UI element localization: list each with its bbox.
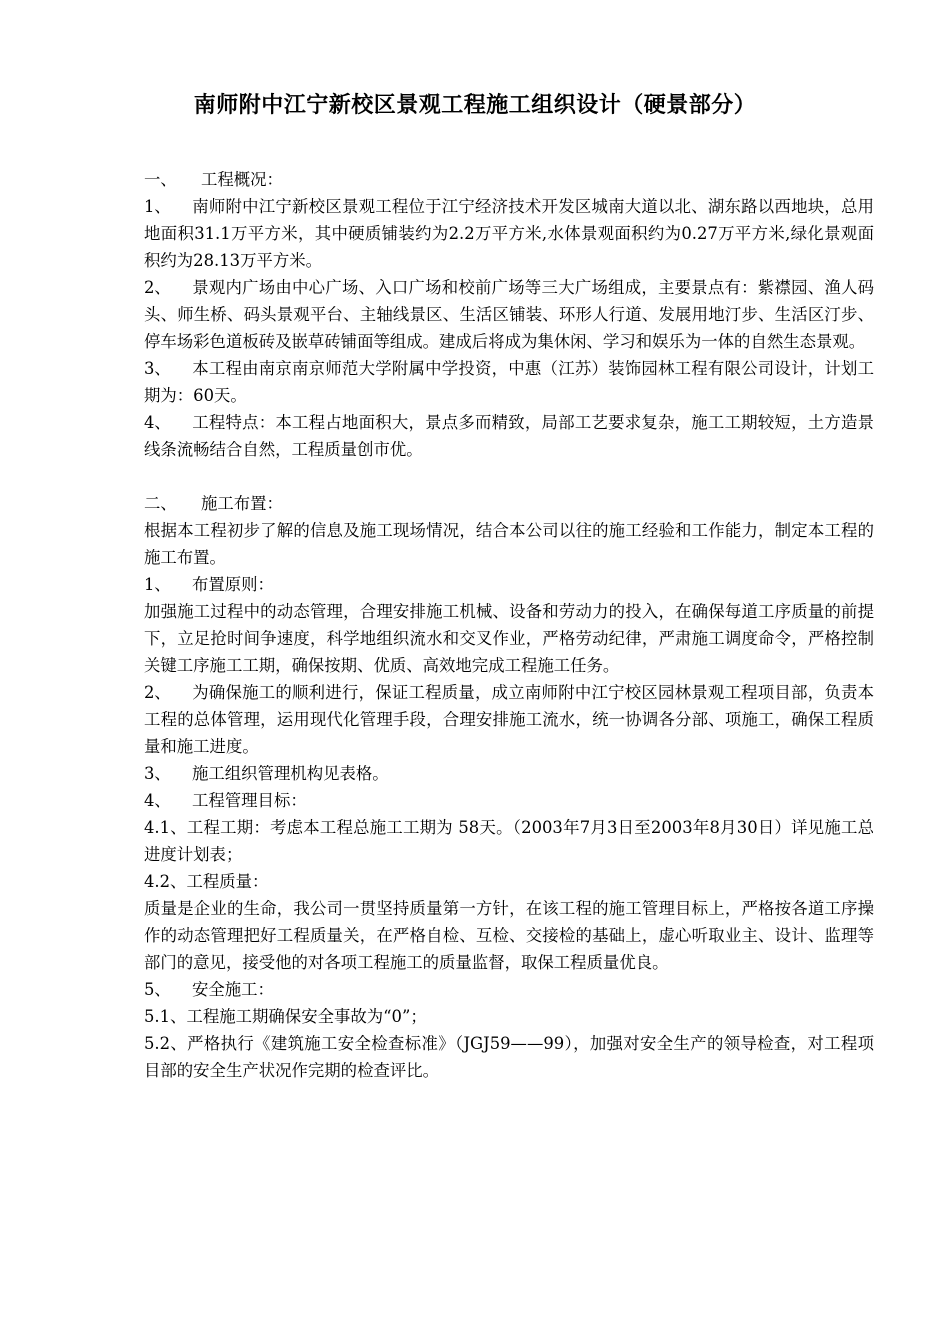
item-number: 5、 bbox=[144, 980, 171, 999]
section-title: 工程概况： bbox=[201, 170, 283, 189]
section-2-item-3 bbox=[144, 760, 874, 787]
section-2-item-1-body: 加强施工过程中的动态管理，合理安排施工机械、设备和劳动力的投入，在确保每道工序质量的前提下，立足抢时间争速度，科学地组织流水和交叉作业，严格劳动纪律，严肃施工调度命令，严格控制关键工序施工工期，确保按期、优质、高效地完成工程施工任务。 bbox=[144, 602, 874, 675]
item-number: 4、 bbox=[144, 413, 171, 432]
section-2-item-5-heading bbox=[144, 976, 874, 1003]
item-text: 施工组织管理机构见表格。 bbox=[192, 764, 389, 783]
section-2-item-4-1: 4.1、工程工期：考虑本工程总施工工期为 58天。（2003年7月3日至2003年8月30日）详见施工总进度计划表； bbox=[144, 818, 874, 864]
item-heading: 布置原则： bbox=[192, 575, 274, 594]
section-number: 二、 bbox=[144, 494, 177, 513]
section-2-item-1-heading bbox=[144, 571, 874, 598]
item-text: 本工程由南京南京师范大学附属中学投资，中惠（江苏）装饰园林工程有限公司设计，计划工期为：60天。 bbox=[144, 359, 874, 405]
item-heading: 工程管理目标： bbox=[192, 791, 307, 810]
item-number: 1、 bbox=[144, 197, 171, 216]
item-number: 1、 bbox=[144, 575, 171, 594]
item-number: 3、 bbox=[144, 764, 171, 783]
section-number: 一、 bbox=[144, 170, 177, 189]
item-number: 3、 bbox=[144, 359, 171, 378]
section-2-intro: 根据本工程初步了解的信息及施工现场情况，结合本公司以往的施工经验和工作能力，制定本工程的施工布置。 bbox=[144, 521, 874, 567]
document-title: 南师附中江宁新校区景观工程施工组织设计（硬景部分） bbox=[193, 92, 757, 118]
section-1-item-4 bbox=[144, 409, 874, 463]
section-2-item-5-2: 5.2、严格执行《建筑施工安全检查标准》（JGJ59——99），加强对安全生产的领导检查，对工程项目部的安全生产状况作完期的检查评比。 bbox=[144, 1034, 874, 1080]
section-2-item-4-2-body: 质量是企业的生命，我公司一贯坚持质量第一方针，在该工程的施工管理目标上，严格按各道工序操作的动态管理把好工程质量关，在严格自检、互检、交接检的基础上，虚心听取业主、设计、监理等部门的意见，接受他的对各项工程施工的质量监督，取保工程质量优良。 bbox=[144, 899, 874, 972]
item-number: 2、 bbox=[144, 278, 171, 297]
paragraph-gap bbox=[144, 463, 874, 490]
section-1-item-2 bbox=[144, 274, 874, 355]
section-2-item-4-heading bbox=[144, 787, 874, 814]
item-text: 景观内广场由中心广场、入口广场和校前广场等三大广场组成，主要景点有：紫襟园、渔人码头、师生桥、码头景观平台、主轴线景区、生活区铺装、环形人行道、发展用地汀步、生活区汀步、停车场彩色道板砖及嵌草砖铺面等组成。建成后将成为集休闲、学习和娱乐为一体的自然生态景观。 bbox=[144, 278, 874, 351]
section-2-item-5-1: 5.1、工程施工期确保安全事故为“0”； bbox=[144, 1007, 427, 1026]
item-text: 为确保施工的顺利进行，保证工程质量，成立南师附中江宁校区园林景观工程项目部，负责本工程的总体管理，运用现代化管理手段，合理安排施工流水，统一协调各分部、项施工，确保工程质量和施工进度。 bbox=[144, 683, 874, 756]
section-1-item-3 bbox=[144, 355, 874, 409]
item-text: 南师附中江宁新校区景观工程位于江宁经济技术开发区城南大道以北、湖东路以西地块，总用地面积31.1万平方米，其中硬质铺装约为2.2万平方米,水体景观面积约为0.27万平方米,绿化景观面积约为28.13万平方米。 bbox=[144, 197, 874, 270]
section-2-item-2 bbox=[144, 679, 874, 760]
item-number: 4、 bbox=[144, 791, 171, 810]
item-number: 2、 bbox=[144, 683, 171, 702]
item-text: 工程特点：本工程占地面积大，景点多而精致，局部工艺要求复杂，施工工期较短，土方造景线条流畅结合自然，工程质量创市优。 bbox=[144, 413, 874, 459]
section-title: 施工布置： bbox=[201, 494, 283, 513]
item-heading: 安全施工： bbox=[192, 980, 274, 999]
section-2-heading bbox=[144, 490, 874, 517]
section-2-item-4-2-heading: 4.2、工程质量： bbox=[144, 872, 269, 891]
document-body bbox=[144, 166, 874, 1084]
section-1-item-1 bbox=[144, 193, 874, 274]
section-1-heading bbox=[144, 166, 874, 193]
